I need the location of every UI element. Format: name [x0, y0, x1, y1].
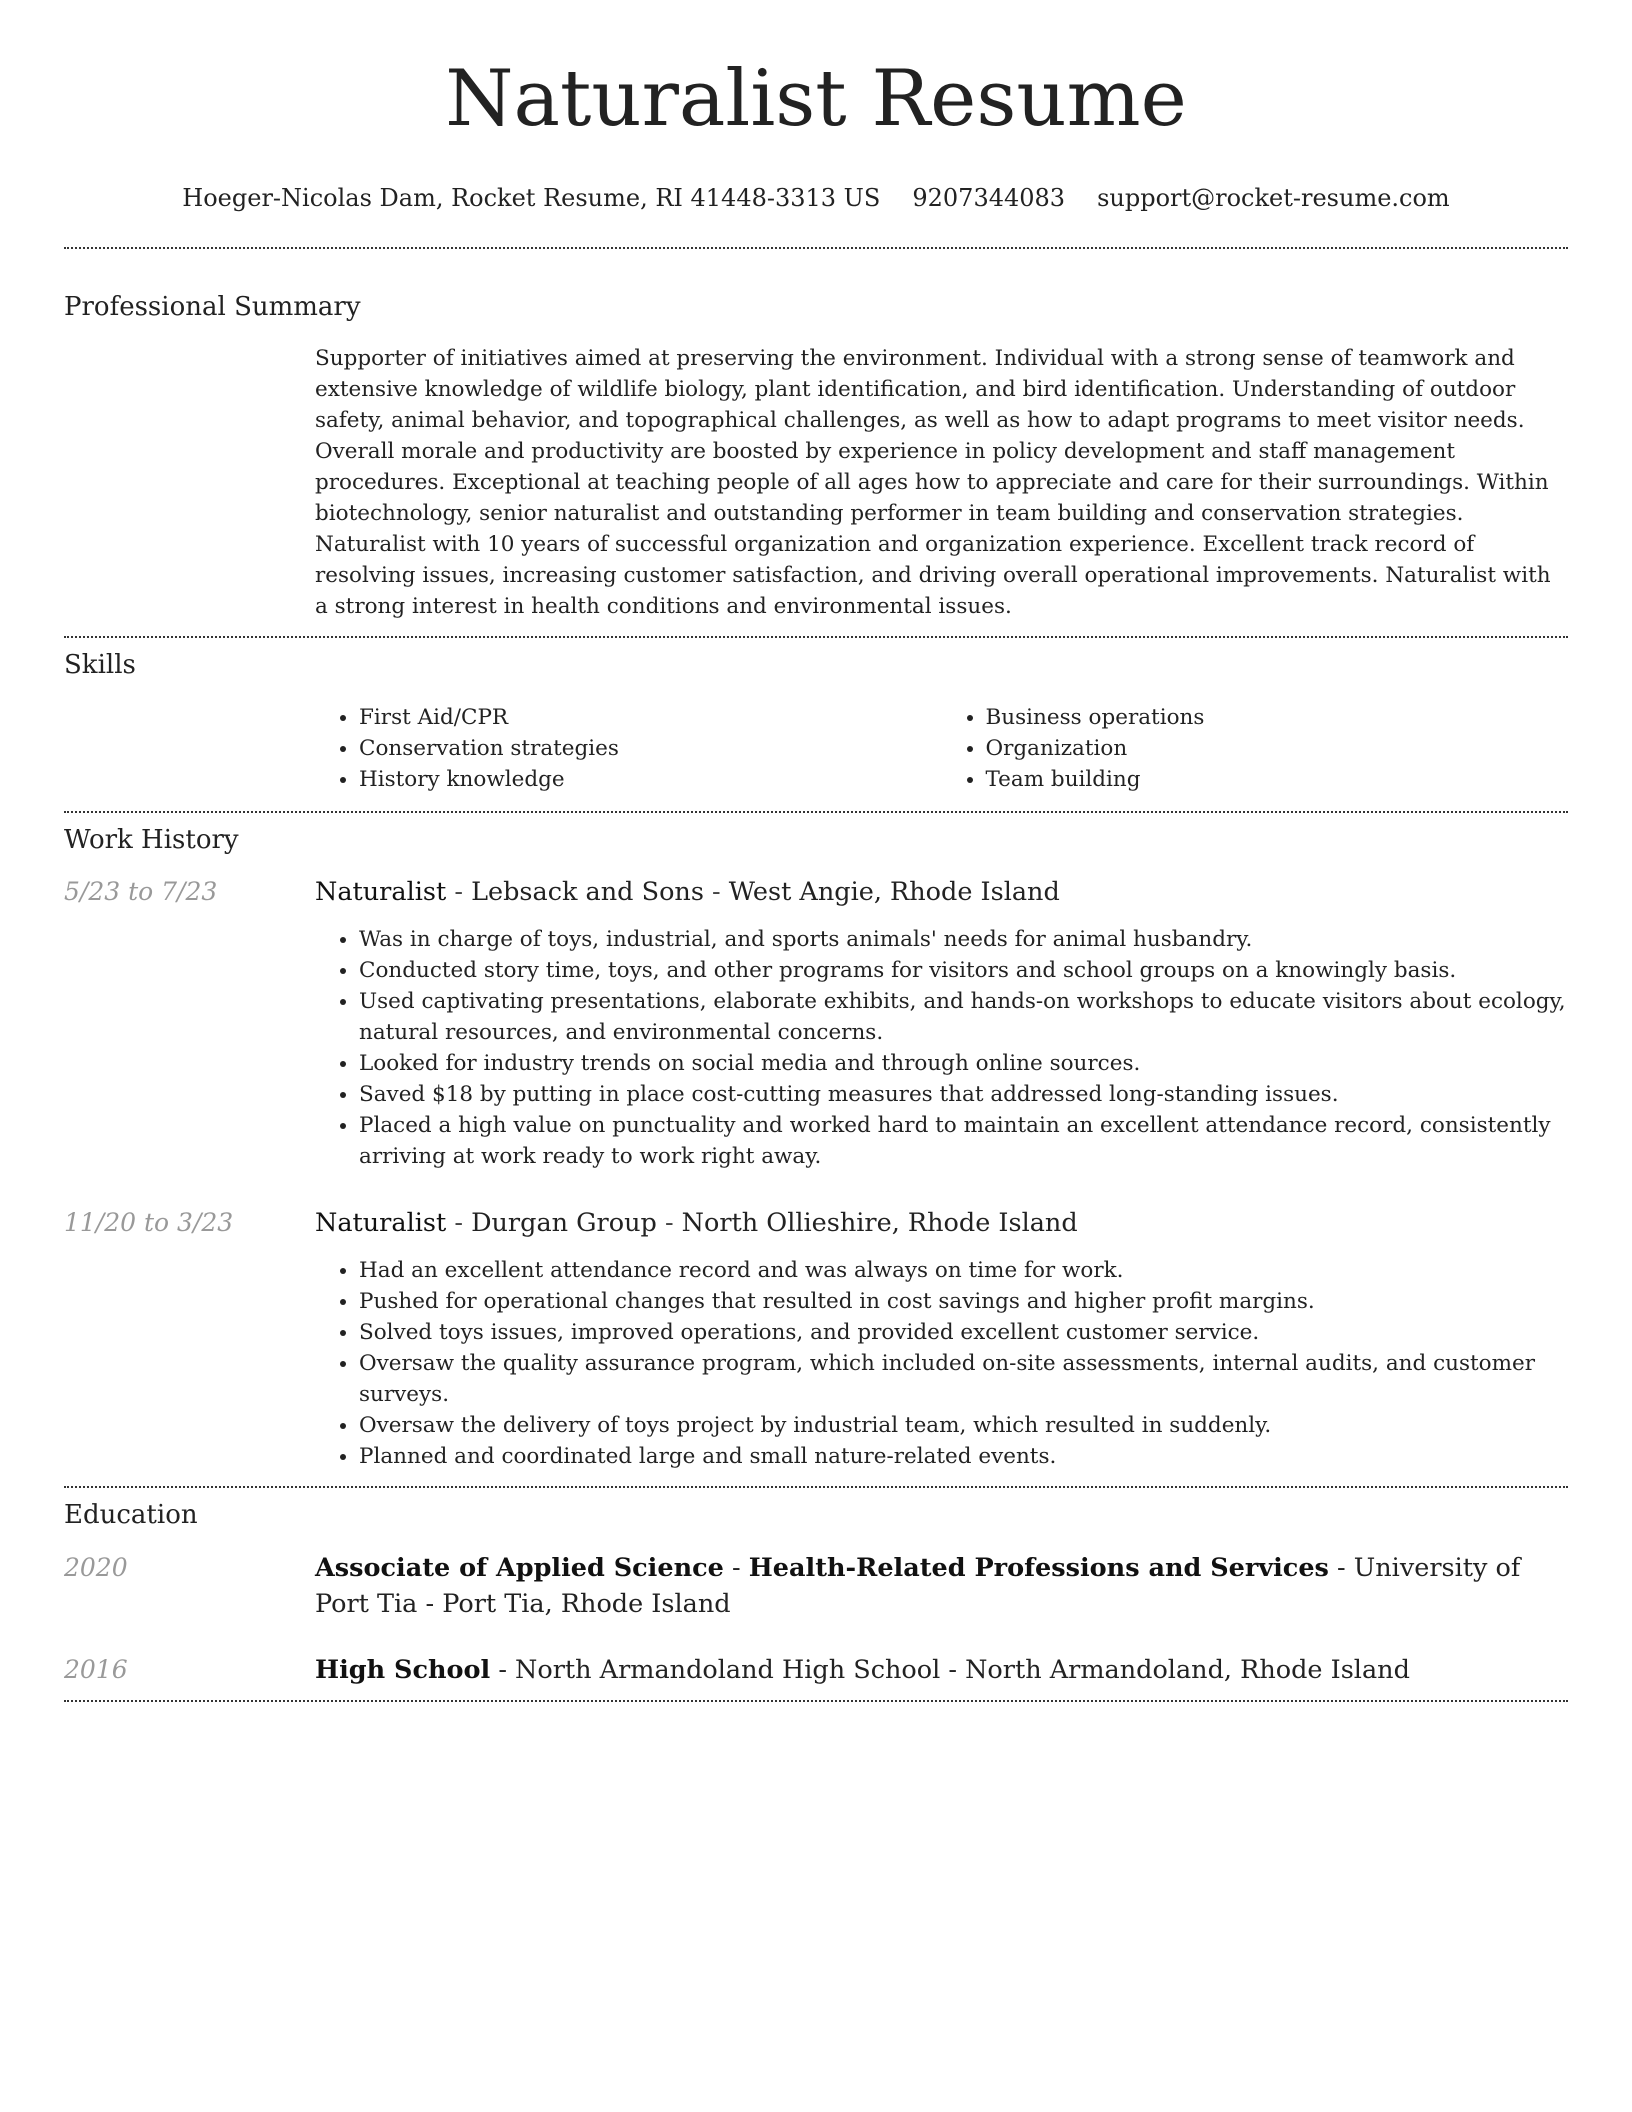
skills-section [64, 650, 1568, 795]
contact-address: Hoeger-Nicolas Dam, Rocket Resume, RI 41448-3313 US [182, 184, 881, 212]
job-dates: 5/23 to 7/23 [64, 877, 218, 907]
education-school: North Armandoland High School [515, 1654, 941, 1685]
work-heading: Work History [64, 825, 239, 856]
contact-line [64, 184, 1568, 213]
job-bullet: • Placed a high value on punctuality and worked hard to maintain an excellent attendance record, consistently arriving at work ready to work right away. [359, 1110, 1568, 1172]
skills-list-right [942, 702, 1569, 795]
job-bullets [315, 1255, 1568, 1472]
education-heading: Education [64, 1500, 198, 1531]
divider [64, 1486, 1568, 1488]
job-bullet: • Oversaw the quality assurance program, which included on-site assessments, internal audits, and customer surveys. [359, 1348, 1568, 1410]
education-title: Associate of Applied Science - Health-Related Professions and Services - University of Port Tia - Port Tia, Rhode Island [315, 1552, 1521, 1619]
education-year: 2016 [64, 1654, 128, 1684]
job-bullet: • Pushed for operational changes that resulted in cost savings and higher profit margins. [359, 1286, 1568, 1317]
skills-heading: Skills [64, 649, 136, 680]
job-dates: 11/20 to 3/23 [64, 1208, 234, 1238]
skill-item: • History knowledge [359, 764, 942, 795]
education-school: University of Port Tia [315, 1552, 1521, 1619]
summary-heading: Professional Summary [64, 291, 361, 322]
job-bullet: • Was in charge of toys, industrial, and sports animals' needs for animal husbandry. [359, 924, 1568, 955]
education-degree: High School [315, 1654, 491, 1685]
divider [64, 811, 1568, 813]
resume-title: Naturalist Resume [445, 54, 1187, 144]
job-company: Lebsack and Sons [471, 877, 704, 908]
job-entry [64, 1205, 1568, 1472]
job-company: Durgan Group [471, 1208, 657, 1239]
job-title: Naturalist - Durgan Group - North Ollieshire, Rhode Island [315, 1208, 1078, 1239]
work-section [64, 825, 1568, 1472]
job-bullet: • Used captivating presentations, elaborate exhibits, and hands-on workshops to educate visitors about ecology, natural resources, and environmental concerns. [359, 986, 1568, 1048]
education-location: Port Tia, Rhode Island [442, 1588, 731, 1619]
summary-text: Supporter of initiatives aimed at preserving the environment. Individual with a strong sense of teamwork and extensive knowledge of wildlife biology, plant identification, and bird identification. Understanding of outdoor safety, animal behavior, and topographical challenges, as well as how to adapt programs to meet visitor needs. Overall morale and productivity are boosted by experience in policy development and staff management procedures. Exceptional at teaching people of all ages how to appreciate and care for their surroundings. Within biotechnology, senior naturalist and outstanding performer in team building and conservation strategies. Naturalist with 10 years of successful organization and organization experience. Excellent track record of resolving issues, increasing customer satisfaction, and driving overall operational improvements. Naturalist with a strong interest in health conditions and environmental issues. [315, 345, 1551, 619]
job-title: Naturalist - Lebsack and Sons - West Angie, Rhode Island [315, 877, 1060, 908]
divider [64, 247, 1568, 249]
summary-section [64, 292, 1568, 622]
skill-item: • Business operations [986, 702, 1569, 733]
skills-list-left [315, 702, 942, 795]
education-entry [64, 1652, 1568, 1688]
skill-item: • Conservation strategies [359, 733, 942, 764]
job-location: West Angie, Rhode Island [728, 877, 1060, 908]
job-bullet: • Planned and coordinated large and small nature-related events. [359, 1441, 1568, 1472]
job-location: North Ollieshire, Rhode Island [681, 1208, 1078, 1239]
divider [64, 636, 1568, 638]
education-field: Health-Related Professions and Services [748, 1552, 1329, 1583]
job-bullet: • Saved $18 by putting in place cost-cutting measures that addressed long-standing issues. [359, 1079, 1568, 1110]
job-bullet: • Oversaw the delivery of toys project by industrial team, which resulted in suddenly. [359, 1410, 1568, 1441]
skill-item: • Organization [986, 733, 1569, 764]
contact-phone: 9207344083 [912, 184, 1066, 212]
job-entry [64, 874, 1568, 1172]
job-role: Naturalist [315, 1208, 447, 1239]
job-role: Naturalist [315, 877, 447, 908]
education-entry [64, 1550, 1568, 1622]
job-bullet: • Had an excellent attendance record and was always on time for work. [359, 1255, 1568, 1286]
education-location: North Armandoland, Rhode Island [965, 1654, 1410, 1685]
divider [64, 1700, 1568, 1702]
contact-email: support@rocket-resume.com [1097, 184, 1450, 212]
job-bullet: • Solved toys issues, improved operations, and provided excellent customer service. [359, 1317, 1568, 1348]
job-bullets [315, 924, 1568, 1172]
education-degree: Associate of Applied Science [315, 1552, 724, 1583]
education-title: High School - North Armandoland High School - North Armandoland, Rhode Island [315, 1654, 1410, 1685]
job-bullet: • Looked for industry trends on social media and through online sources. [359, 1048, 1568, 1079]
resume-page [64, 0, 1568, 1702]
skill-item: • Team building [986, 764, 1569, 795]
job-bullet: • Conducted story time, toys, and other programs for visitors and school groups on a knowingly basis. [359, 955, 1568, 986]
education-section [64, 1500, 1568, 1687]
education-year: 2020 [64, 1552, 128, 1582]
skill-item: • First Aid/CPR [359, 702, 942, 733]
